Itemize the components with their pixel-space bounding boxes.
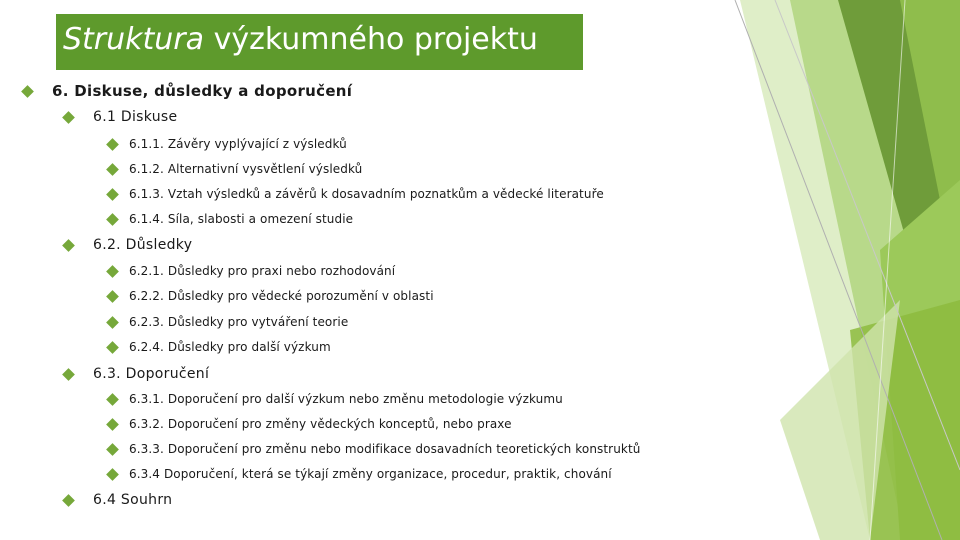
list-item-text: 6.1.1. Závěry vyplývající z výsledků bbox=[129, 137, 347, 151]
list-item bbox=[108, 417, 512, 431]
list-item-text: 6.3.4 Doporučení, která se týkají změny organizace, procedur, praktik, chování bbox=[129, 467, 612, 481]
section-6-1 bbox=[64, 109, 177, 125]
diamond-bullet-icon bbox=[62, 239, 75, 252]
list-item bbox=[108, 442, 640, 456]
list-item-text: 6.3.1. Doporučení pro další výzkum nebo změnu metodologie výzkumu bbox=[129, 392, 563, 406]
section-label: 6.4 Souhrn bbox=[93, 492, 173, 508]
list-item-text: 6.1.2. Alternativní vysvětlení výsledků bbox=[129, 162, 363, 176]
section-label: 6.3. Doporučení bbox=[93, 366, 210, 382]
section-6-4 bbox=[64, 492, 172, 508]
title-part-regular: výzkumného projektu bbox=[204, 22, 538, 57]
list-item bbox=[108, 264, 395, 278]
list-item bbox=[108, 137, 347, 151]
diamond-bullet-icon bbox=[106, 213, 119, 226]
diamond-bullet-icon bbox=[62, 494, 75, 507]
diamond-bullet-icon bbox=[106, 418, 119, 431]
list-item-text: 6.3.2. Doporučení pro změny vědeckých konceptů, nebo praxe bbox=[129, 417, 512, 431]
slide-title bbox=[56, 14, 583, 70]
diamond-bullet-icon bbox=[106, 341, 119, 354]
diamond-bullet-icon bbox=[106, 290, 119, 303]
title-part-italic: Struktura bbox=[63, 22, 205, 57]
diamond-bullet-icon bbox=[62, 111, 75, 124]
section-label: 6.2. Důsledky bbox=[93, 237, 193, 253]
diamond-bullet-icon bbox=[106, 316, 119, 329]
diamond-bullet-icon bbox=[106, 393, 119, 406]
list-item-text: 6.2.4. Důsledky pro další výzkum bbox=[129, 340, 331, 354]
diamond-bullet-icon bbox=[106, 188, 119, 201]
list-item bbox=[108, 162, 362, 176]
list-item-text: 6.2.3. Důsledky pro vytváření teorie bbox=[129, 315, 349, 329]
list-item bbox=[108, 467, 612, 481]
list-item bbox=[108, 315, 348, 329]
section-6-3 bbox=[64, 366, 209, 382]
list-item-text: 6.1.3. Vztah výsledků a závěrů k dosavadním poznatkům a vědecké literatuře bbox=[129, 187, 604, 201]
heading-text: 6. Diskuse, důsledky a doporučení bbox=[52, 82, 353, 100]
list-item-text: 6.3.3. Doporučení pro změnu nebo modifikace dosavadních teoretických konstruktů bbox=[129, 442, 641, 456]
diamond-bullet-icon bbox=[21, 85, 34, 98]
diamond-bullet-icon bbox=[106, 265, 119, 278]
diamond-bullet-icon bbox=[106, 163, 119, 176]
outline-heading bbox=[23, 82, 352, 100]
section-6-2 bbox=[64, 237, 192, 253]
diamond-bullet-icon bbox=[106, 138, 119, 151]
list-item bbox=[108, 212, 353, 226]
section-label: 6.1 Diskuse bbox=[93, 109, 178, 125]
list-item bbox=[108, 392, 563, 406]
list-item bbox=[108, 289, 434, 303]
list-item bbox=[108, 340, 331, 354]
list-item-text: 6.1.4. Síla, slabosti a omezení studie bbox=[129, 212, 354, 226]
list-item-text: 6.2.2. Důsledky pro vědecké porozumění v oblasti bbox=[129, 289, 434, 303]
diamond-bullet-icon bbox=[106, 468, 119, 481]
diamond-bullet-icon bbox=[62, 368, 75, 381]
list-item bbox=[108, 187, 604, 201]
list-item-text: 6.2.1. Důsledky pro praxi nebo rozhodování bbox=[129, 264, 396, 278]
diamond-bullet-icon bbox=[106, 443, 119, 456]
